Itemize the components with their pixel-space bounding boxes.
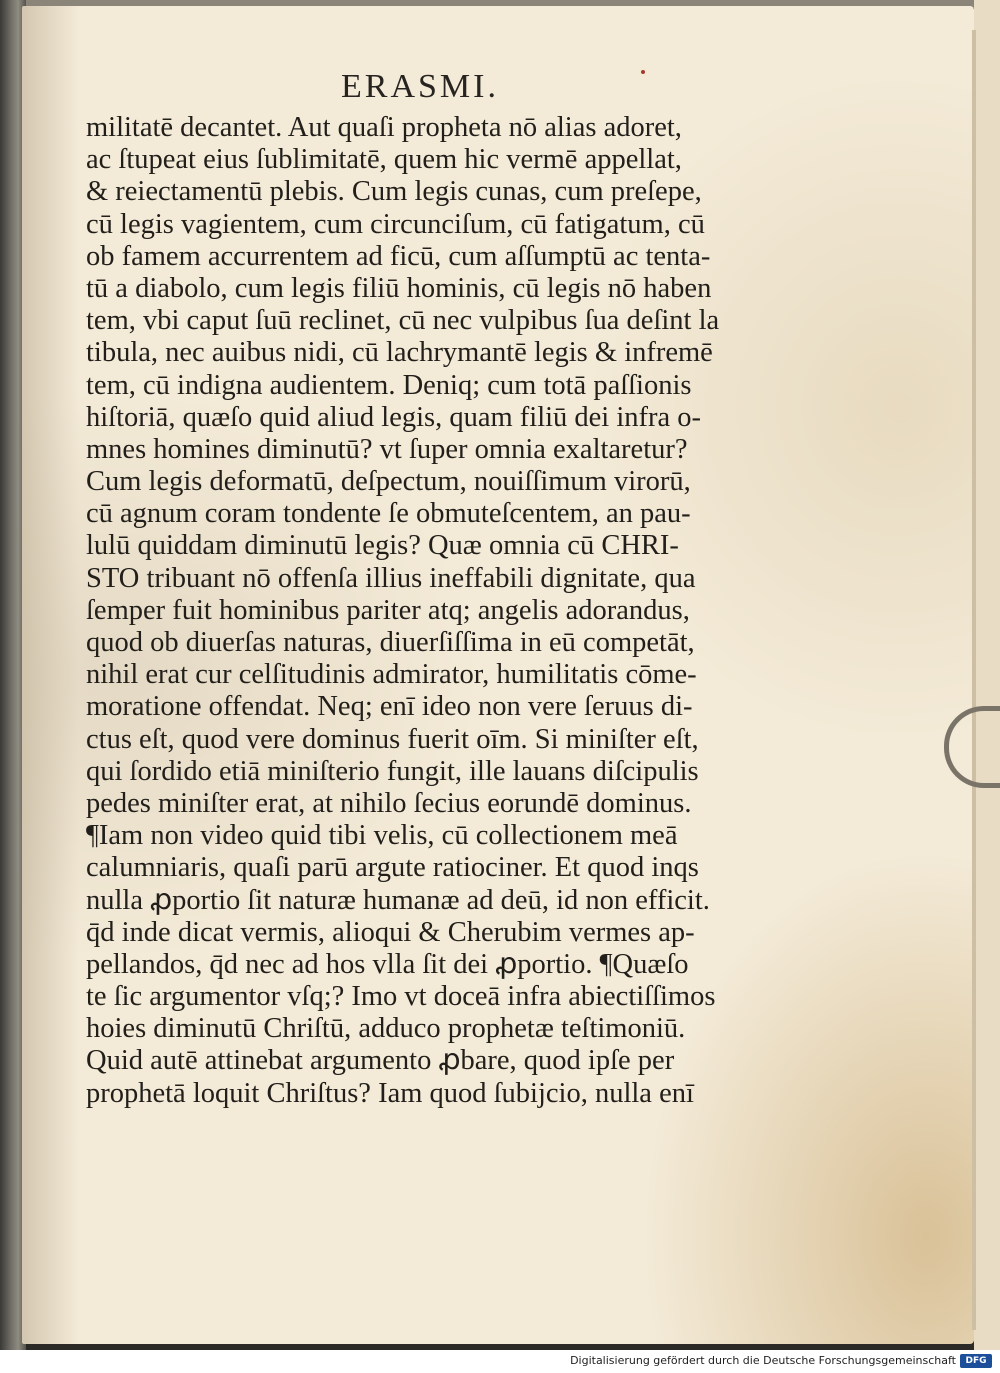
text-line: ac ſtupeat eius ſublimitatē, quem hic vermē appellat, [86,144,682,176]
text-line: tū a diabolo, cum legis filiū hominis, cū legis nō haben [86,272,712,304]
body-text [86,112,746,1110]
text-line: cū legis vagientem, cum circunciſum, cū fatigatum, cū [86,208,705,240]
text-line: militatē decantet. Aut quaſi propheta nō alias adoret, [86,112,682,143]
text-line: cū agnum coram tondente ſe obmuteſcentem, an pau‐ [86,498,691,530]
text-line: calumniaris, quaſi parū argute ratiociner. Et quod inqs [86,852,699,884]
text-line: tem, cū indigna audientem. Deniq; cum totā paſſionis [86,369,692,401]
text-line: pellandos, q̄d nec ad hos vlla ſit dei ꝓportio. ¶Quæſo [86,948,689,980]
text-line: Cum legis deformatū, deſpectum, nouiſſimum virorū, [86,466,691,498]
text-line: q̄d inde dicat vermis, alioqui & Cherubim vermes ap‐ [86,916,695,948]
text-line: nihil erat cur celſitudinis admirator, humilitatis cōme‐ [86,659,697,691]
text-line: & reiectamentū plebis. Cum legis cunas, cum preſepe, [86,176,702,208]
running-header: ERASMI. [341,68,499,105]
text-line: pedes miniſter erat, at nihilo ſecius eorundē dominus. [86,787,692,819]
footer-credit: Digitalisierung gefördert durch die Deutsche Forschungsgemeinschaft [570,1354,956,1367]
text-line: lulū quiddam diminutū legis? Quæ omnia cū CHRI‐ [86,530,679,562]
text-line: quod ob diuerſas naturas, diuerſiſſima in eū competāt, [86,627,695,658]
text-line: qui ſordido etiā miniſterio fungit, ille lauans diſcipulis [86,755,699,787]
text-line: hoies diminutū Chriſtū, adduco prophetæ teſtimoniū. [86,1013,686,1045]
text-line: tem, vbi caput ſuū reclinet, cū nec vulpibus ſua deſint la [86,305,720,337]
right-margin-strip [974,0,1000,1350]
text-line: ſemper fuit hominibus pariter atq; angelis adorandus, [86,594,690,626]
text-line: ctus eſt, quod vere dominus fuerit oīm. Si miniſter eſt, [86,723,699,755]
text-line: ¶Iam non video quid tibi velis, cū collectionem meā [86,820,678,852]
text-line: te ſic argumentor vſq;? Imo vt doceā infra abiectiſſimos [86,981,716,1013]
text-line: moratione offendat. Neq; enī ideo non vere ſeruus di‐ [86,691,693,723]
text-line: hiſtoriā, quæſo quid aliud legis, quam filiū dei infra o‐ [86,401,702,433]
footer-bar [0,1350,1000,1373]
text-line: Quid autē attinebat argumento ꝓbare, quod ipſe per [86,1045,675,1077]
page-fore-edge [972,30,976,1330]
text-line: mnes homines diminutū? vt ſuper omnia exaltaretur? [86,433,688,465]
dfg-logo: DFG [960,1354,992,1368]
text-line: ob famem accurrentem ad ficū, cum aſſumptū ac tenta‐ [86,240,711,272]
text-line: nulla ꝓportio ſit naturæ humanæ ad deū, id non efficit. [86,884,710,916]
text-line: STO tribuant nō offenſa illius ineffabili dignitate, qua [86,562,696,594]
ink-mark [641,70,645,74]
text-line: prophetā loquit Chriſtus? Iam quod ſubijcio, nulla enī [86,1077,694,1109]
text-line: tibula, nec auibus nidi, cū lachrymantē legis & infremē [86,337,713,369]
